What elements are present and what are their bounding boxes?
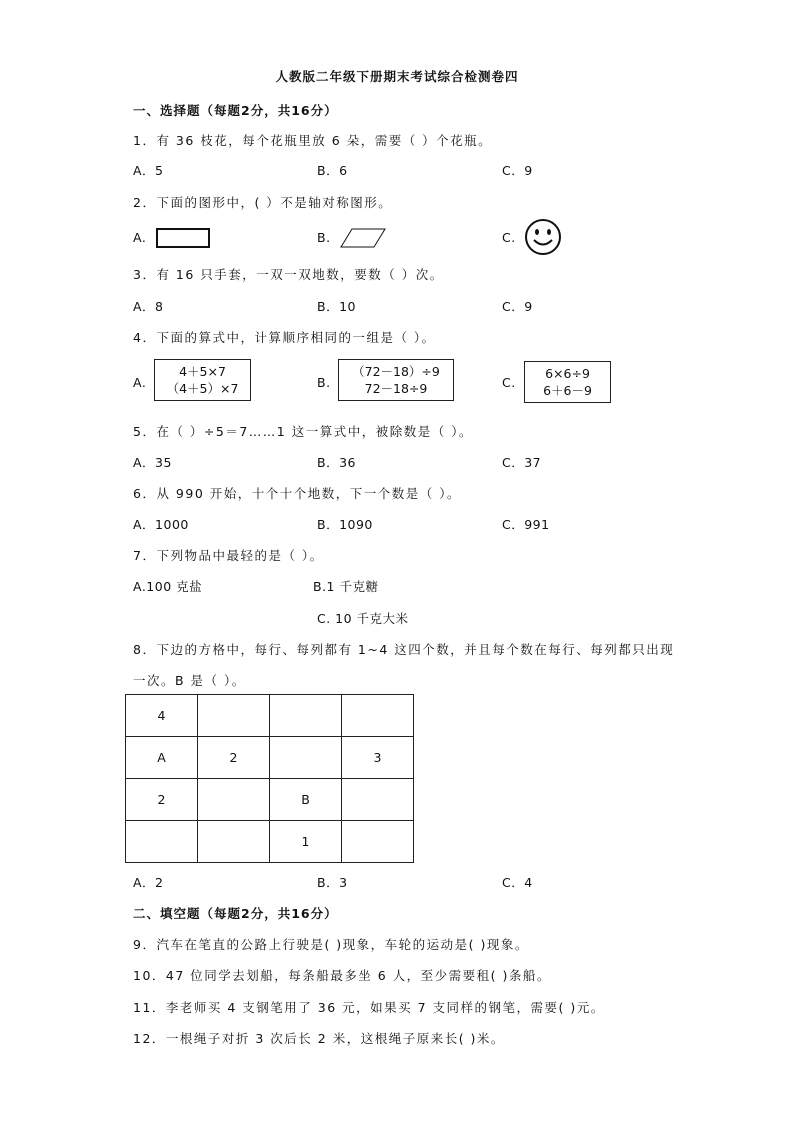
question-5-option-a[interactable]: A．35 (133, 455, 172, 470)
expression-c-line1: 6×6÷9 (545, 366, 590, 381)
question-3-option-c[interactable]: C．9 (502, 299, 533, 314)
question-1-option-c[interactable]: C．9 (502, 163, 533, 178)
page-title: 人教版二年级下册期末考试综合检测卷四 (275, 69, 519, 84)
smiley-face-icon (524, 218, 562, 256)
rectangle-shape (156, 228, 210, 248)
section-heading-choice: 一、选择题（每题2分，共16分） (133, 103, 338, 118)
question-3-option-a[interactable]: A．8 (133, 299, 164, 314)
section-heading-fill: 二、填空题（每题2分，共16分） (133, 906, 338, 921)
question-5-stem: 5．在（ ）÷5＝7……1 这一算式中，被除数是（ ）。 (133, 424, 473, 439)
grid-cell (198, 821, 270, 863)
expression-box-b (338, 359, 454, 401)
question-2-option-a[interactable]: A. (133, 230, 147, 245)
question-11: 11．李老师买 4 支钢笔用了 36 元，如果买 7 支同样的钢笔，需要( )元。 (133, 1000, 605, 1015)
question-3-stem: 3．有 16 只手套，一双一双地数，要数（ ）次。 (133, 267, 444, 282)
question-10: 10．47 位同学去划船，每条船最多坐 6 人，至少需要租( )条船。 (133, 968, 551, 983)
grid-cell: A (126, 737, 198, 779)
question-4-option-b[interactable]: B. (317, 375, 331, 390)
question-9: 9．汽车在笔直的公路上行驶是( )现象，车轮的运动是( )现象。 (133, 937, 529, 952)
grid-row (126, 779, 414, 821)
parallelogram-shape (340, 228, 386, 248)
question-7-stem: 7．下列物品中最轻的是（ ）。 (133, 548, 324, 563)
grid-cell (198, 695, 270, 737)
grid-cell (270, 737, 342, 779)
grid-cell: 2 (198, 737, 270, 779)
question-6-stem: 6．从 990 开始，十个十个地数，下一个数是（ ）。 (133, 486, 461, 501)
question-1-option-b[interactable]: B．6 (317, 163, 348, 178)
grid-row (126, 821, 414, 863)
expression-a-line2: （4＋5）×7 (166, 381, 239, 396)
question-8-option-a[interactable]: A．2 (133, 875, 164, 890)
question-5-option-c[interactable]: C．37 (502, 455, 542, 470)
question-4-option-a[interactable]: A. (133, 375, 147, 390)
grid-cell (342, 779, 414, 821)
grid-cell: 2 (126, 779, 198, 821)
grid-row (126, 695, 414, 737)
expression-c-line2: 6＋6－9 (543, 383, 592, 398)
question-1-option-a[interactable]: A．5 (133, 163, 164, 178)
grid-cell: 3 (342, 737, 414, 779)
grid-cell: 4 (126, 695, 198, 737)
grid-cell: 1 (270, 821, 342, 863)
grid-row (126, 737, 414, 779)
question-8-stem-line1: 8．下边的方格中，每行、每列都有 1~4 这四个数，并且每个数在每行、每列都只出现 (133, 642, 675, 657)
expression-b-line2: 72－18÷9 (364, 381, 428, 396)
number-grid (125, 694, 414, 863)
question-7-option-b[interactable]: B.1 千克糖 (313, 579, 379, 594)
question-6-option-c[interactable]: C．991 (502, 517, 550, 532)
question-7-option-c[interactable]: C. 10 千克大米 (317, 611, 409, 626)
expression-b-line1: （72－18）÷9 (352, 364, 440, 379)
question-2-option-c[interactable]: C. (502, 230, 516, 245)
question-12: 12．一根绳子对折 3 次后长 2 米，这根绳子原来长( )米。 (133, 1031, 505, 1046)
grid-cell (198, 779, 270, 821)
expression-box-c (524, 361, 611, 403)
question-4-option-c[interactable]: C. (502, 375, 516, 390)
grid-cell (126, 821, 198, 863)
question-6-option-a[interactable]: A．1000 (133, 517, 189, 532)
question-6-option-b[interactable]: B．1090 (317, 517, 373, 532)
expression-box-a (154, 359, 251, 401)
question-3-option-b[interactable]: B．10 (317, 299, 356, 314)
question-7-option-a[interactable]: A.100 克盐 (133, 579, 203, 594)
grid-cell (342, 821, 414, 863)
question-1-stem: 1．有 36 枝花，每个花瓶里放 6 朵，需要（ ）个花瓶。 (133, 133, 493, 148)
question-2-stem: 2．下面的图形中，( ）不是轴对称图形。 (133, 195, 393, 210)
expression-a-line1: 4＋5×7 (179, 364, 226, 379)
grid-cell: B (270, 779, 342, 821)
question-2-option-b[interactable]: B. (317, 230, 331, 245)
question-5-option-b[interactable]: B．36 (317, 455, 356, 470)
question-4-stem: 4．下面的算式中，计算顺序相同的一组是（ ）。 (133, 330, 436, 345)
question-8-stem-line2: 一次。B 是（ ）。 (133, 673, 246, 688)
grid-cell (342, 695, 414, 737)
question-8-option-c[interactable]: C．4 (502, 875, 533, 890)
question-8-option-b[interactable]: B．3 (317, 875, 348, 890)
grid-cell (270, 695, 342, 737)
